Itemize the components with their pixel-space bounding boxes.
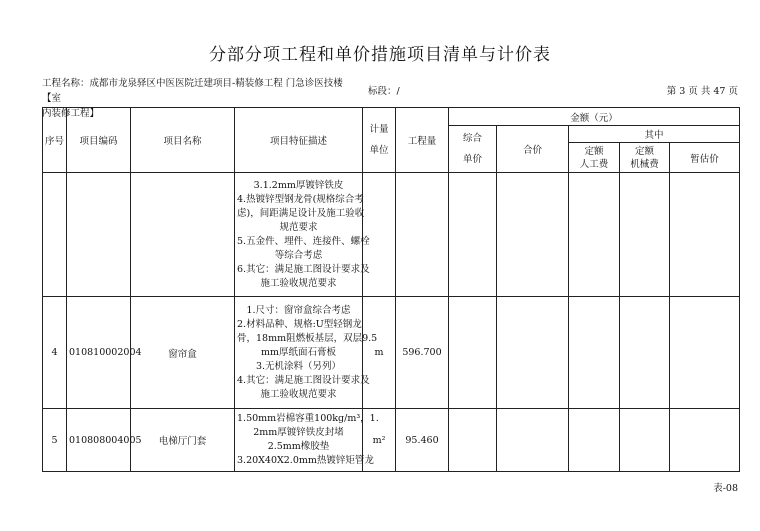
desc-line: 2.材料品种、规格:U型轻钢龙 xyxy=(237,318,362,330)
row-labor xyxy=(569,297,620,409)
row-name xyxy=(131,173,235,297)
row-name: 电梯厅门套 xyxy=(131,409,235,472)
row-code xyxy=(67,173,131,297)
page-info: 第 3 页 共 47 页 xyxy=(666,86,738,97)
header-code: 项目编码 xyxy=(67,108,131,173)
header-quantity: 工程量 xyxy=(396,108,449,173)
row-description xyxy=(235,297,378,409)
desc-line: mm厚纸面石膏板 xyxy=(260,346,337,358)
row-seq xyxy=(43,173,67,297)
header-unit-price-line2: 单价 xyxy=(462,154,482,165)
row-unit-price xyxy=(449,409,497,472)
table-row xyxy=(43,409,740,472)
row-machine xyxy=(620,297,670,409)
row-machine xyxy=(620,409,670,472)
header-machine-line1: 定额 xyxy=(634,145,654,157)
row-quantity xyxy=(396,173,449,297)
row-provisional xyxy=(670,409,740,472)
project-name-line1: 工程名称：成都市龙泉驿区中医医院迁建项目-精装修工程 门急诊医技楼 【室 xyxy=(42,78,343,104)
row-total xyxy=(497,297,569,409)
row-code: 010808004005 xyxy=(67,409,131,472)
form-number: 表-08 xyxy=(713,483,738,494)
row-unit: m xyxy=(363,297,396,409)
desc-line: 规范要求 xyxy=(279,221,318,233)
section-label: 标段：/ xyxy=(368,86,400,97)
row-unit-price xyxy=(449,297,497,409)
desc-line: 3.1.2mm厚镀锌铁皮 xyxy=(253,179,344,191)
row-labor xyxy=(569,173,620,297)
row-unit-price xyxy=(449,173,497,297)
header-seq: 序号 xyxy=(43,108,67,173)
project-name-line2: 内装修工程】 xyxy=(42,108,100,119)
row-code: 010810002004 xyxy=(67,297,131,409)
table-row xyxy=(43,173,740,297)
row-unit xyxy=(363,173,396,297)
row-labor xyxy=(569,409,620,472)
row-description xyxy=(235,173,370,297)
bill-of-quantities-table xyxy=(42,107,740,472)
row-unit: m² xyxy=(363,409,396,472)
header-total: 合价 xyxy=(497,126,569,173)
row-quantity: 95.460 xyxy=(396,409,449,472)
desc-line: 6.其它：满足施工图设计要求及 xyxy=(237,263,370,275)
page-title: 分部分项工程和单价措施项目清单与计价表 xyxy=(209,45,551,65)
desc-line: 5.五金件、埋件、连接件、螺栓 xyxy=(237,235,370,247)
header-provisional: 暂估价 xyxy=(670,143,740,173)
desc-line: 2.5mm橡胶垫 xyxy=(267,441,330,452)
desc-line: 虑)，间距满足设计及施工验收 xyxy=(237,207,365,219)
header-name: 项目名称 xyxy=(131,108,235,173)
header-of-which: 其中 xyxy=(569,126,740,143)
header-unit-price-line1: 综合 xyxy=(462,133,482,144)
header-feature: 项目特征描述 xyxy=(235,108,363,173)
desc-line: 2mm厚镀锌铁皮封堵 xyxy=(253,427,344,438)
table-row xyxy=(43,297,740,409)
desc-line: 1.尺寸：窗帘盒综合考虑 xyxy=(246,304,351,316)
desc-line: 4.其它：满足施工图设计要求及 xyxy=(237,374,370,386)
desc-line: 骨，18mm阻燃板基层，双层9.5 xyxy=(237,332,378,344)
desc-line: 等综合考虑 xyxy=(274,249,323,261)
header-unit xyxy=(363,108,396,173)
desc-line: 3.20X40X2.0mm热镀锌矩管龙 xyxy=(237,455,374,466)
header-machine-line2: 机械费 xyxy=(630,158,659,170)
row-seq: 4 xyxy=(43,297,67,409)
row-seq: 5 xyxy=(43,409,67,472)
row-provisional xyxy=(670,297,740,409)
row-total xyxy=(497,409,569,472)
header-unit-line2: 单位 xyxy=(369,145,389,156)
row-provisional xyxy=(670,173,740,297)
header-labor xyxy=(569,143,620,173)
header-labor-line1: 定额 xyxy=(584,145,604,157)
desc-line: 1.50mm岩棉容重100kg/m³，1. xyxy=(237,413,379,424)
header-unit-price xyxy=(449,126,497,173)
header-machine xyxy=(620,143,670,173)
desc-line: 3.无机涂料（另列） xyxy=(255,360,342,372)
desc-line: 4.热镀锌型钢龙骨(规格综合考 xyxy=(237,193,364,205)
row-total xyxy=(497,173,569,297)
header-unit-line1: 计量 xyxy=(369,124,389,135)
desc-line: 施工验收规范要求 xyxy=(260,277,337,289)
desc-line: 施工验收规范要求 xyxy=(260,388,337,400)
row-machine xyxy=(620,173,670,297)
header-labor-line2: 人工费 xyxy=(579,158,609,170)
row-name: 窗帘盒 xyxy=(131,297,235,409)
header-amount-group: 金额（元） xyxy=(449,108,740,126)
row-quantity: 596.700 xyxy=(396,297,449,409)
